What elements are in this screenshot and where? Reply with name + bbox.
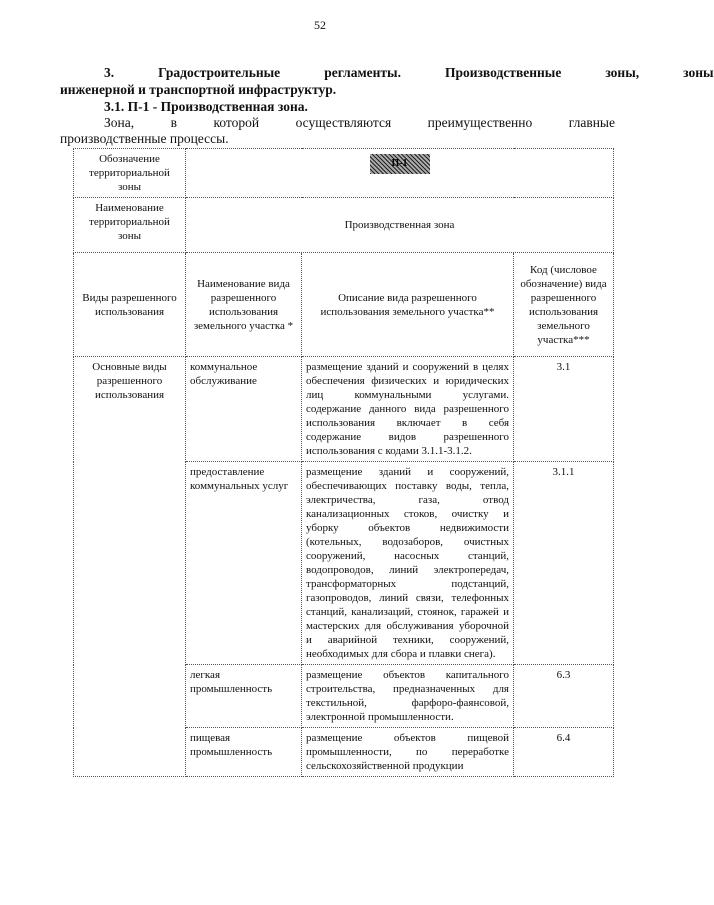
table-row [74, 357, 614, 462]
col-header-code: Код (числовое обозначение) вида разрешенного использования земельного участка*** [514, 253, 614, 357]
use-description: размещение зданий и сооружений в целях обеспечения физических и юридических лиц коммунальными услугами. содержание данного вида разрешенного использования включает в себя содержание видов разрешенного использования с кодами 3.1.1-3.1.2. [302, 357, 514, 462]
intro-line2: производственные процессы. [60, 131, 229, 146]
use-name: пищевая промышленность [186, 728, 302, 777]
use-code: 6.4 [514, 728, 614, 777]
column-header-row [74, 253, 614, 357]
zone-code-row [74, 149, 614, 198]
section-heading-line2: инженерной и транспортной инфраструктур. [60, 82, 337, 97]
use-name: коммунальное обслуживание [186, 357, 302, 462]
zone-code-cell [186, 149, 614, 198]
use-code: 6.3 [514, 665, 614, 728]
page-number: 52 [314, 18, 326, 32]
zone-name: Производственная зона [186, 198, 614, 253]
section-heading-line1: 3. Градостроительные регламенты. Производственные зоны, зоны [104, 65, 714, 80]
use-description: размещение объектов капитального строительства, предназначенных для текстильной, фарфоро-фаянсовой, электронной промышленности. [302, 665, 514, 728]
subsection-heading: 3.1. П-1 - Производственная зона. [104, 99, 308, 114]
zone-regulations-table [73, 148, 614, 777]
use-types-label: Виды разрешенного использования [74, 253, 186, 357]
use-code: 3.1 [514, 357, 614, 462]
use-description: размещение зданий и сооружений, обеспечивающих поставку воды, тепла, электричества, газа, отвод канализационных стоков, очистку и уборку объектов недвижимости (котельных, водозаборов, очистных сооружений, насосных станций, водопроводов, линий электропередач, трансформаторных подстанций, газопроводов, линий связи, телефонных станций, канализаций, стоянок, гаражей и мастерских для обслуживания уборочной и аварийной техники, сооружений, необходимых для сбора и плавки снега). [302, 462, 514, 665]
zone-name-row [74, 198, 614, 253]
zone-code-stamp: П-1 [370, 154, 430, 174]
intro-paragraph [60, 115, 615, 147]
use-name: предоставление коммунальных услуг [186, 462, 302, 665]
zone-code-label: Обозначение территориальной зоны [74, 149, 186, 198]
intro-line1: Зона, в которой осуществляются преимущественно главные [104, 115, 615, 130]
col-header-name: Наименование вида разрешенного использования земельного участка * [186, 253, 302, 357]
col-header-description: Описание вида разрешенного использования земельного участка** [302, 253, 514, 357]
use-code: 3.1.1 [514, 462, 614, 665]
section-heading [60, 64, 714, 98]
use-description: размещение объектов пищевой промышленности, по переработке сельскохозяйственной продукции [302, 728, 514, 777]
main-uses-label: Основные виды разрешенного использования [74, 357, 186, 777]
use-name: легкая промышленность [186, 665, 302, 728]
zone-name-label: Наименование территориальной зоны [74, 198, 186, 253]
